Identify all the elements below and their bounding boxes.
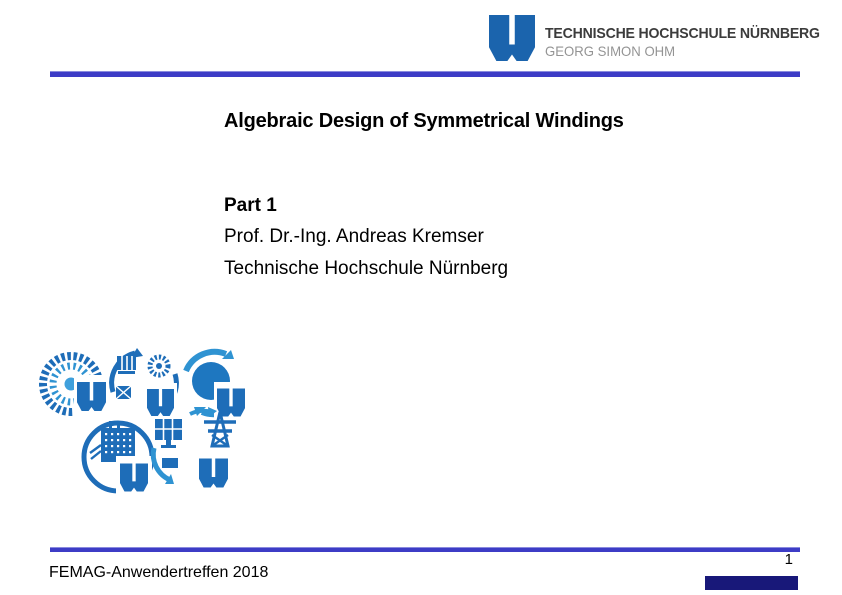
institution-name: Technische Hochschule Nürnberg [224, 258, 509, 279]
university-subtitle: GEORG SIMON OHM [545, 43, 676, 59]
footer-divider-line [50, 547, 800, 552]
page-number: 1 [784, 551, 793, 568]
machine-components-cycle-badge [112, 348, 177, 421]
university-name: TECHNISCHE HOCHSCHULE NÜRNBERG [545, 25, 820, 42]
university-logo-text [545, 26, 837, 58]
footer-event-label: FEMAG-Anwendertreffen 2018 [49, 564, 269, 581]
circuit-grid-badge [84, 421, 152, 498]
faculty-badge-cluster [38, 346, 250, 498]
slide-title: Algebraic Design of Symmetrical Windings [224, 110, 624, 132]
footer-accent-bar [705, 576, 798, 590]
part-label: Part 1 [224, 195, 277, 216]
university-logo [488, 15, 837, 61]
stator-lamination-badge [43, 356, 109, 418]
th-nuernberg-logo-icon [488, 15, 536, 61]
header-divider-line [50, 71, 800, 77]
author-name: Prof. Dr.-Ing. Andreas Kremser [224, 226, 484, 247]
